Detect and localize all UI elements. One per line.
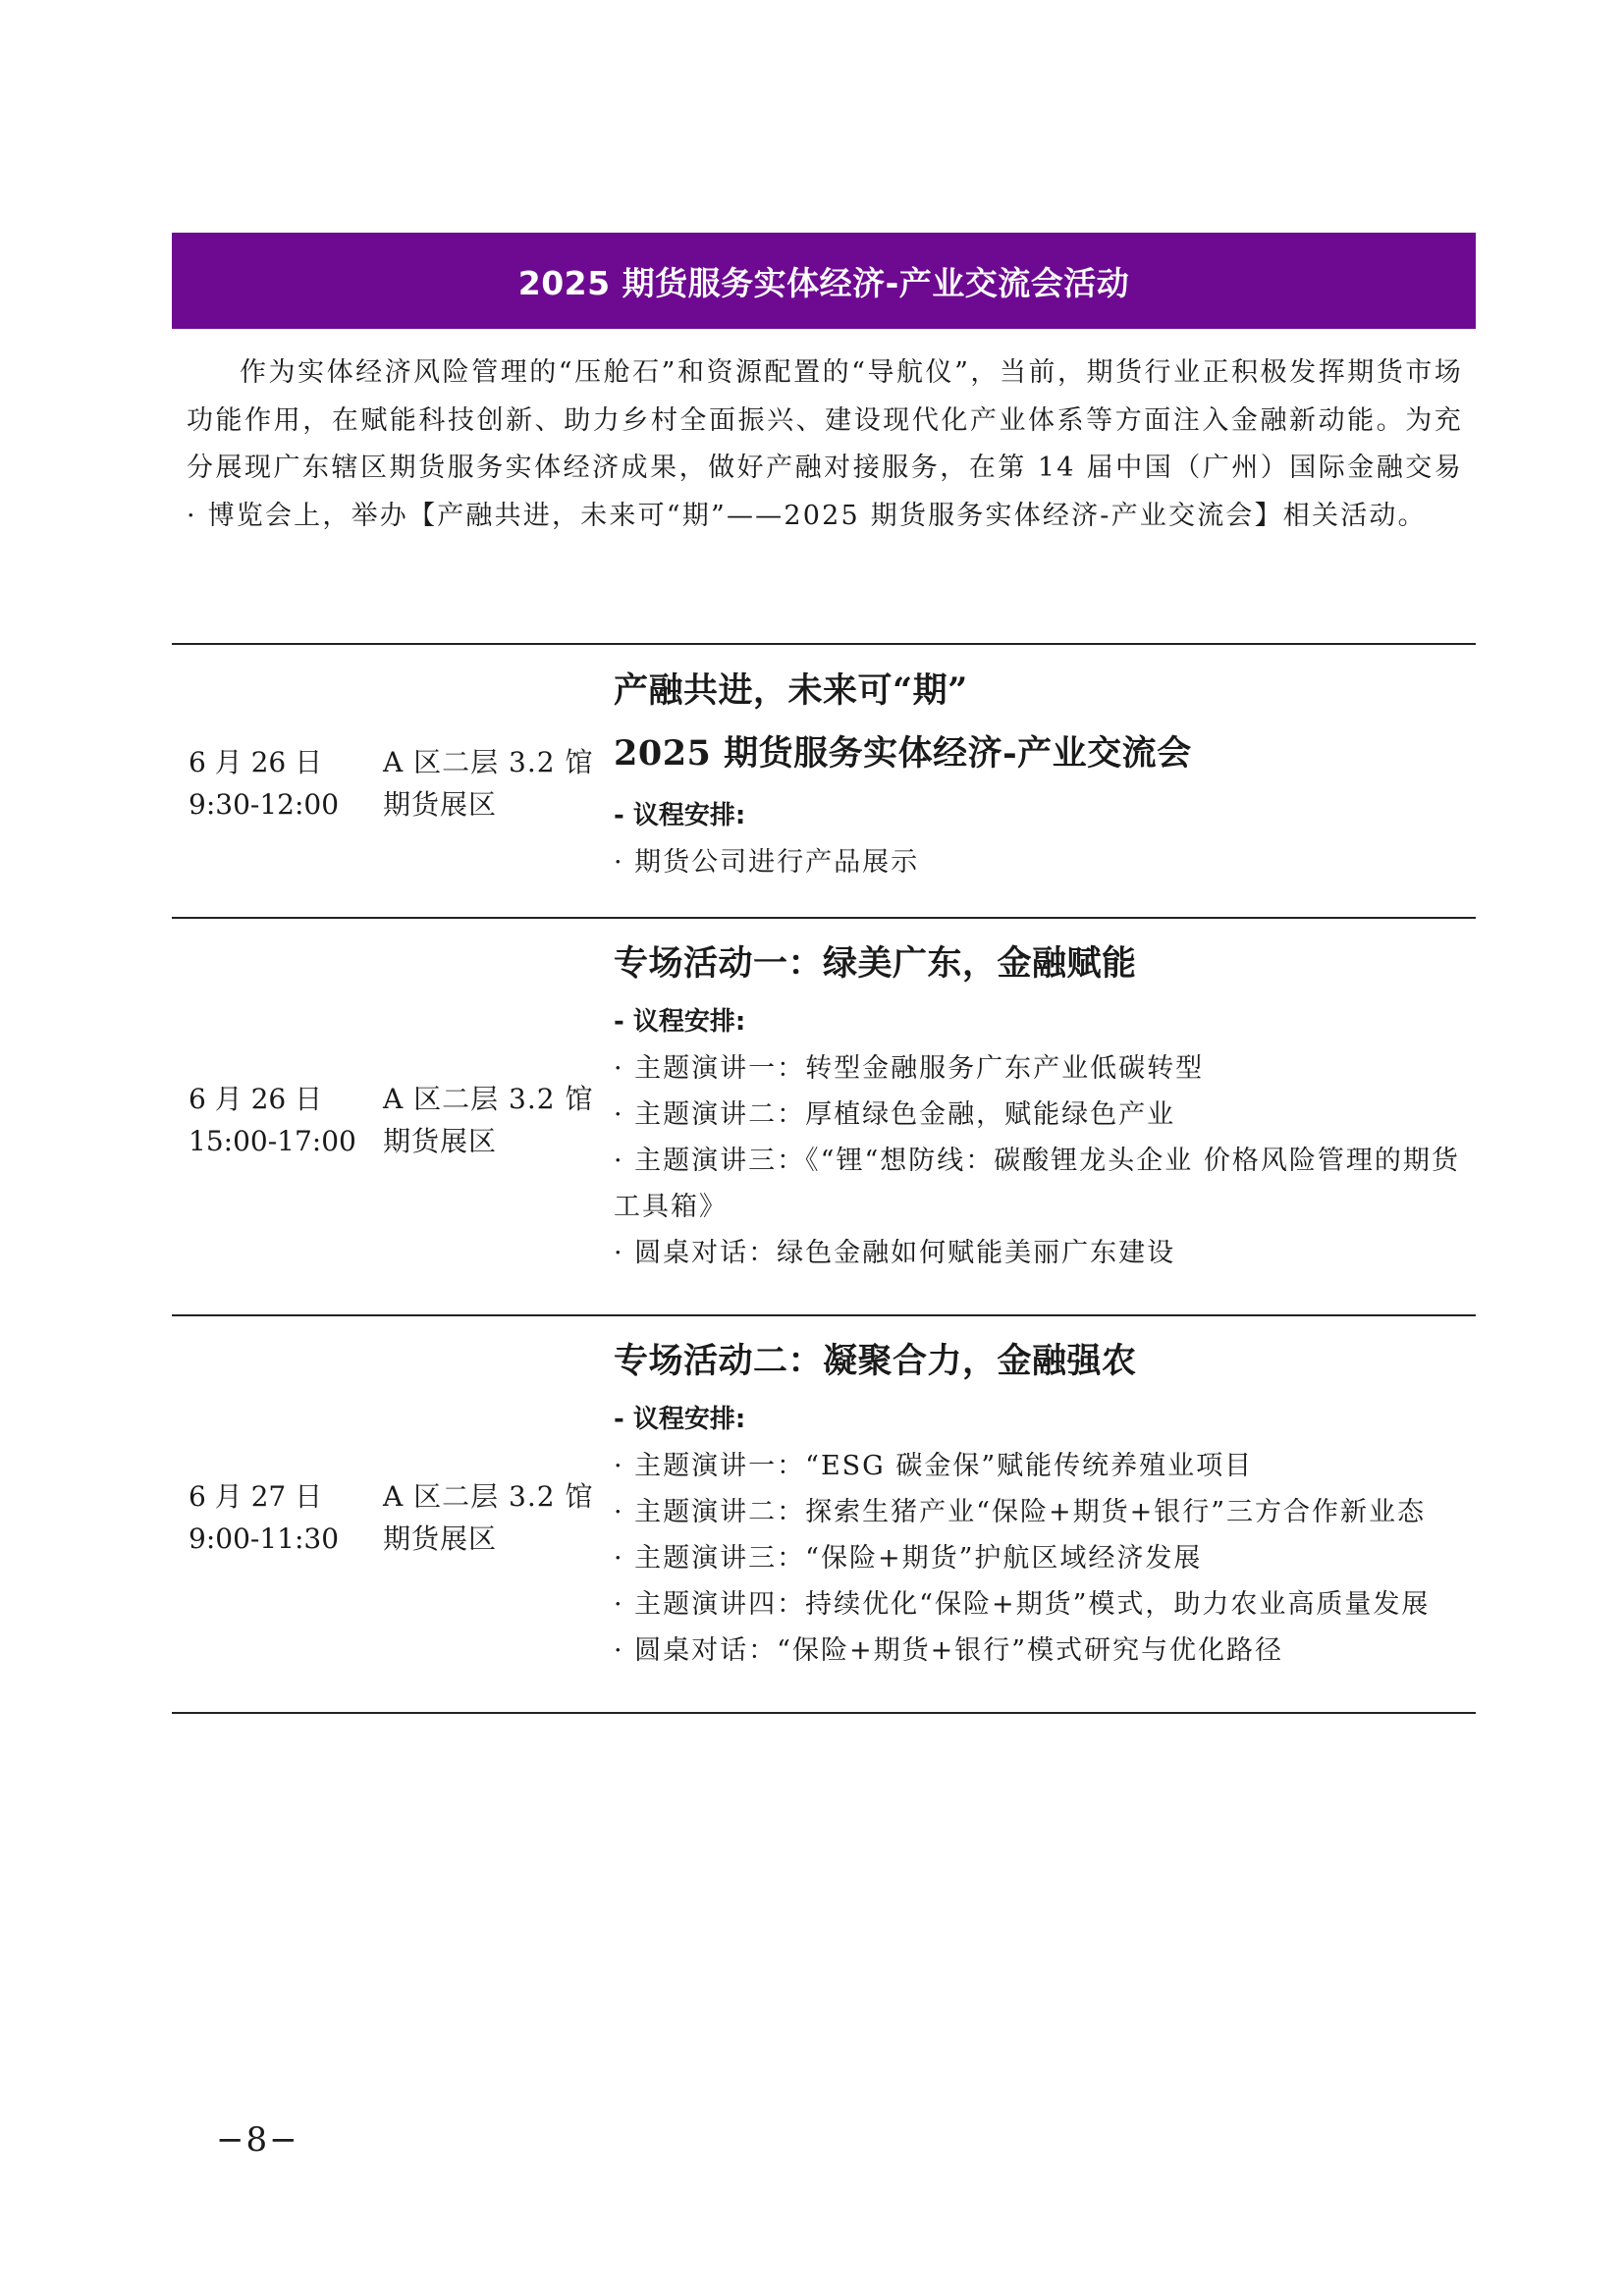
location-line1: A 区二层 3.2 馆 xyxy=(383,1083,594,1115)
section-banner xyxy=(172,233,1476,329)
session-title-line1: 产融共进，未来可“期” xyxy=(614,670,968,711)
agenda-item: · 主题演讲一：“ESG 碳金保”赋能传统养殖业项目 xyxy=(614,1451,1254,1481)
session-title: 专场活动二：凝聚合力，金融强农 xyxy=(614,1341,1137,1381)
session-content xyxy=(614,1335,1478,1674)
location-line2: 期货展区 xyxy=(383,1522,498,1555)
agenda-item: · 圆桌对话：绿色金融如何赋能美丽广东建设 xyxy=(614,1238,1176,1268)
agenda-item: · 主题演讲四：持续优化“保险+期货”模式，助力农业高质量发展 xyxy=(614,1589,1431,1620)
agenda-item: · 主题演讲二：厚植绿色金融，赋能绿色产业 xyxy=(614,1099,1176,1130)
session-row-3 xyxy=(172,1315,1476,1712)
agenda-item: · 主题演讲三：《“锂“想防线：碳酸锂龙头企业 价格风险管理的期货工具箱》 xyxy=(614,1146,1460,1222)
agenda-label: - 议程安排: xyxy=(614,801,746,830)
page-number: −8− xyxy=(216,2120,299,2160)
session-date: 6 月 26 日 xyxy=(189,746,323,778)
agenda-item: · 主题演讲一：转型金融服务广东产业低碳转型 xyxy=(614,1053,1205,1084)
agenda-item: · 期货公司进行产品展示 xyxy=(614,847,920,878)
intro-paragraph: 作为实体经济风险管理的“压舱石”和资源配置的“导航仪”，当前，期货行业正积极发挥期货市场功能作用，在赋能科技创新、助力乡村全面振兴、建设现代化产业体系等方面注入金融新动能。为充分展现广东辖区期货服务实体经济成果，做好产融对接服务，在第 14 届中国（广州）国际金融交易 · 博览会上，举办【产融共进，未来可“期”——2025 期货服务实体经济-产业交流会】相关活动。 xyxy=(187,357,1463,531)
session-datetime xyxy=(189,1078,356,1162)
location-line2: 期货展区 xyxy=(383,1125,498,1157)
session-title-line2: 2025 期货服务实体经济-产业交流会 xyxy=(614,733,1192,774)
agenda-item: · 主题演讲三：“保险+期货”护航区域经济发展 xyxy=(614,1543,1203,1574)
session-datetime xyxy=(189,1475,339,1560)
session-row-1 xyxy=(172,644,1476,917)
table-rule-bottom xyxy=(172,1712,1476,1714)
session-time: 9:00-11:30 xyxy=(189,1522,340,1555)
session-location xyxy=(383,1078,593,1162)
agenda-item: · 主题演讲二：探索生猪产业“保险+期货+银行”三方合作新业态 xyxy=(614,1497,1427,1527)
location-line2: 期货展区 xyxy=(383,788,498,821)
banner-title: 2025 期货服务实体经济-产业交流会活动 xyxy=(517,263,1130,302)
session-time: 15:00-17:00 xyxy=(189,1125,356,1157)
session-time: 9:30-12:00 xyxy=(189,788,340,821)
session-content xyxy=(614,665,1478,885)
session-date: 6 月 26 日 xyxy=(189,1083,323,1115)
agenda-label: - 议程安排: xyxy=(614,1007,746,1037)
session-content xyxy=(614,937,1478,1276)
session-title: 专场活动一：绿美广东，金融赋能 xyxy=(614,943,1137,984)
session-date: 6 月 27 日 xyxy=(189,1480,323,1513)
session-datetime xyxy=(189,741,339,826)
agenda-item: · 圆桌对话：“保险+期货+银行”模式研究与优化路径 xyxy=(614,1635,1284,1666)
session-location xyxy=(383,1475,593,1560)
location-line1: A 区二层 3.2 馆 xyxy=(383,746,594,778)
session-row-2 xyxy=(172,918,1476,1314)
session-location xyxy=(383,741,593,826)
agenda-label: - 议程安排: xyxy=(614,1405,746,1434)
location-line1: A 区二层 3.2 馆 xyxy=(383,1480,594,1513)
